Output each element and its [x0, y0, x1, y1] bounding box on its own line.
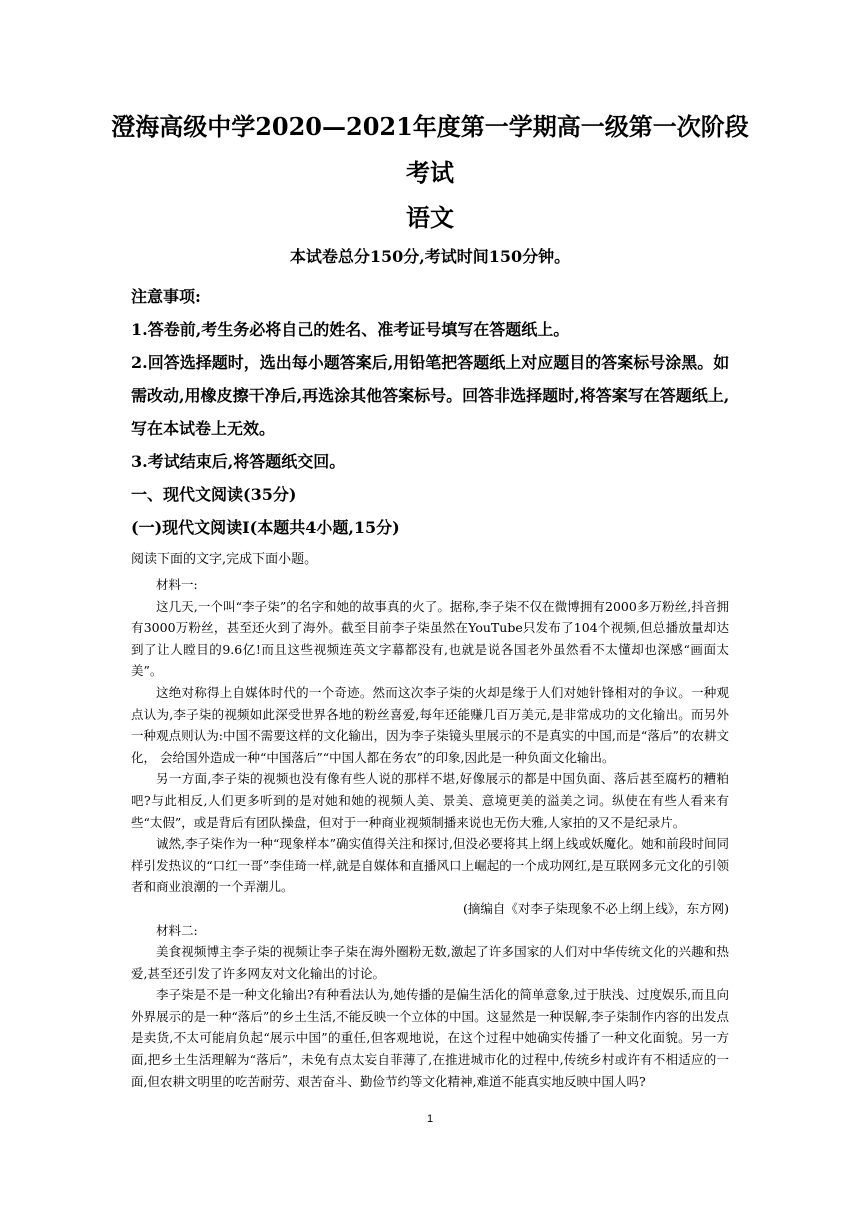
page-number: 1 [426, 1113, 434, 1125]
subsection-heading: (一)现代文阅读Ⅰ(本题共4小题,15分) [131, 518, 400, 537]
notice-item: 3.考试结束后,将答题纸交回。 [131, 452, 346, 471]
notice-section [131, 280, 731, 478]
notice-heading: 注意事项: [131, 287, 201, 306]
notice-item: 1.答卷前,考生务必将自己的姓名、准考证号填写在答题纸上。 [131, 320, 570, 339]
passage-paragraph: 李子柒是不是一种文化输出?有种看法认为,她传播的是偏生活化的简单意象,过于肤浅、过度娱乐,而且向外界展示的是一种“落后”的乡土生活,不能反映一个立体的中国。这显然是一种误解,李子柒制作内容的出发点是卖货,不太可能肩负起“展示中国”的重任,但客观地说，在这个过程中她确实传播了一种文化面貌。另一方面,把乡土生活理解为“落后”，未免有点太妄自菲薄了,在推进城市化的过程中,传统乡村或许有不相适应的一面,但农耕文明里的吃苦耐劳、艰苦奋斗、勤俭节约等文化精神,难道不能真实地反映中国人吗? [131, 987, 729, 1089]
material-label: 材料一: [156, 577, 198, 592]
passage-paragraph: 这绝对称得上自媒体时代的一个奇迹。然而这次李子柒的火却是缘于人们对她针锋相对的争议。一种观点认为,李子柒的视频如此深受世界各地的粉丝喜爱,每年还能赚几百万美元,是非常成功的文化输出。而另外一种观点则认为:中国不需要这样的文化输出，因为李子柒镜头里展示的不是真实的中国,而是“落后”的农耕文化， 会给国外造成一种“中国落后”“中国人都在务农”的印象,因此是一种负面文化输出。 [131, 684, 729, 765]
passage-paragraph: 这几天,一个叫“李子柒”的名字和她的故事真的火了。据称,李子柒不仅在微博拥有2000多万粉丝,抖音拥有3000万粉丝，甚至还火到了海外。截至目前李子柒虽然在YouTube只发布了104个视频,但总播放量却达到了让人瞠目的9.6亿!而且这些视频连英文字幕都没有,也就是说各国老外虽然看不太懂却也深感“画面太美”。 [131, 598, 729, 679]
reading-passage [131, 574, 729, 1092]
passage-paragraph: 另一方面,李子柒的视频也没有像有些人说的那样不堪,好像展示的都是中国负面、落后甚至腐朽的糟粕吧?与此相反,人们更多听到的是对她和她的视频人美、景美、意境更美的溢美之词。纵使在有些人看来有些“太假”，或是背后有团队操盘，但对于一种商业视频制播来说也无伤大雅,人家拍的又不是纪录片。 [131, 771, 729, 830]
notice-item: 2.回答选择题时，选出每小题答案后,用铅笔把答题纸上对应题目的答案标号涂黑。如需改动,用橡皮擦干净后,再选涂其他答案标号。回答非选择题时,将答案写在答题纸上,写在本试卷上无效。 [131, 353, 730, 438]
source-citation: (摘编自《对李子柒现象不必上纲上线》，东方网) [462, 900, 729, 916]
reading-instruction: 阅读下面的文字,完成下面小题。 [131, 552, 318, 567]
exam-info: 本试卷总分150分,考试时间150分钟。 [289, 247, 571, 266]
section-heading: 一、现代文阅读(35分) [131, 485, 297, 504]
material-label: 材料二: [156, 922, 198, 938]
passage-paragraph: 美食视频博主李子柒的视频让李子柒在海外圈粉无数,激起了许多国家的人们对中华传统文化的兴趣和热爱,甚至还引发了许多网友对文化输出的讨论。 [131, 944, 729, 981]
exam-title-line2: 考试 [406, 158, 454, 187]
exam-title-line1: 澄海高级中学2020—2021年度第一学期高一级第一次阶段 [111, 112, 749, 141]
passage-paragraph: 诚然,李子柒作为一种“现象样本”确实值得关注和探讨,但没必要将其上纲上线或妖魔化。她和前段时间同样引发热议的“口红一哥”李佳琦一样,就是自媒体和直播风口上崛起的一个成功网红,是互联网多元文化的引领者和商业浪潮的一个弄潮儿。 [131, 836, 729, 895]
subject-title: 语文 [406, 203, 454, 232]
